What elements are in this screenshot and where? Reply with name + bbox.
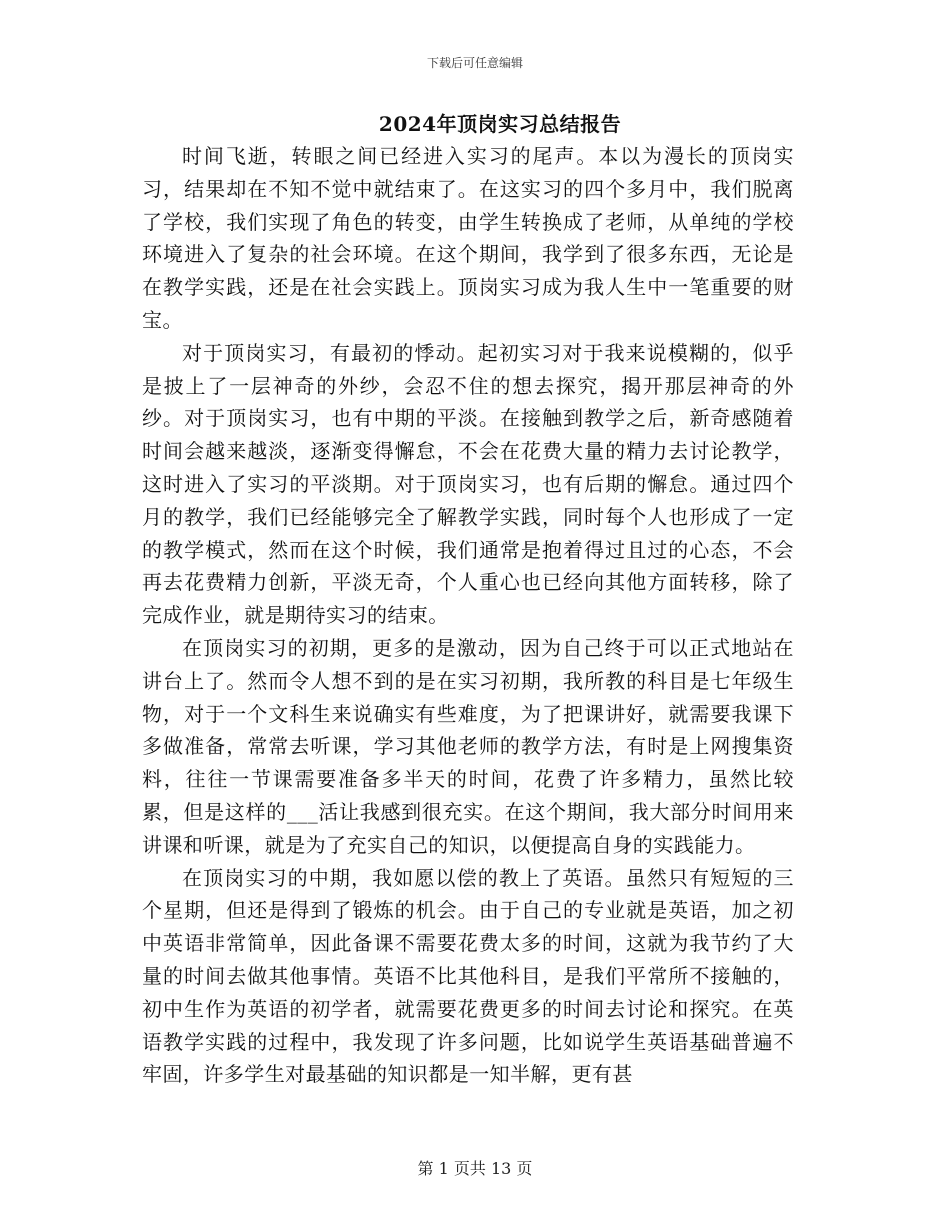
header-note: 下载后可任意编辑: [426, 56, 523, 70]
document-body: [142, 140, 794, 1091]
paragraph: 在顶岗实习的中期，我如愿以偿的教上了英语。虽然只有短短的三个星期，但还是得到了锻炼的机会。由于自己的专业就是英语，加之初中英语非常简单，因此备课不需要花费太多的时间，这就为我节约了大量的时间去做其他事情。英语不比其他科目，是我们平常所不接触的，初中生作为英语的初学者，就需要花费更多的时间去讨论和探究。在英语教学实践的过程中，我发现了许多问题，比如说学生英语基础普遍不牢固，许多学生对最基础的知识都是一知半解，更有甚: [142, 865, 794, 1087]
paragraph: 对于顶岗实习，有最初的悸动。起初实习对于我来说模糊的，似乎是披上了一层神奇的外纱，会忍不住的想去探究，揭开那层神奇的外纱。对于顶岗实习，也有中期的平淡。在接触到教学之后，新奇感随着时间会越来越淡，逐渐变得懈怠，不会在花费大量的精力去讨论教学，这时进入了实习的平淡期。对于顶岗实习，也有后期的懈怠。通过四个月的教学，我们已经能够完全了解教学实践，同时每个人也形成了一定的教学模式，然而在这个时候，我们通常是抱着得过且过的心态，不会再去花费精力创新，平淡无奇，个人重心也已经向其他方面转移，除了完成作业，就是期待实习的结束。: [142, 340, 794, 628]
page-number: 第 1 页共 13 页: [417, 1159, 533, 1178]
document-title: 2024年顶岗实习总结报告: [378, 112, 622, 136]
paragraph: 时间飞逝，转眼之间已经进入实习的尾声。本以为漫长的顶岗实习，结果却在不知不觉中就结束了。在这实习的四个多月中，我们脱离了学校，我们实现了角色的转变，由学生转换成了老师，从单纯的学校环境进入了复杂的社会环境。在这个期间，我学到了很多东西，无论是在教学实践，还是在社会实践上。顶岗实习成为我人生中一笔重要的财宝。: [142, 144, 794, 332]
paragraph: 在顶岗实习的初期，更多的是激动，因为自己终于可以正式地站在讲台上了。然而令人想不到的是在实习初期，我所教的科目是七年级生物，对于一个文科生来说确实有些难度，为了把课讲好，就需要我课下多做准备，常常去听课，学习其他老师的教学方法，有时是上网搜集资料，往往一节课需要准备多半天的时间，花费了许多精力，虽然比较累，但是这样的___活让我感到很充实。在这个期间，我大部分时间用来讲课和听课，就是为了充实自己的知识，以便提高自身的实践能力。: [142, 635, 794, 857]
